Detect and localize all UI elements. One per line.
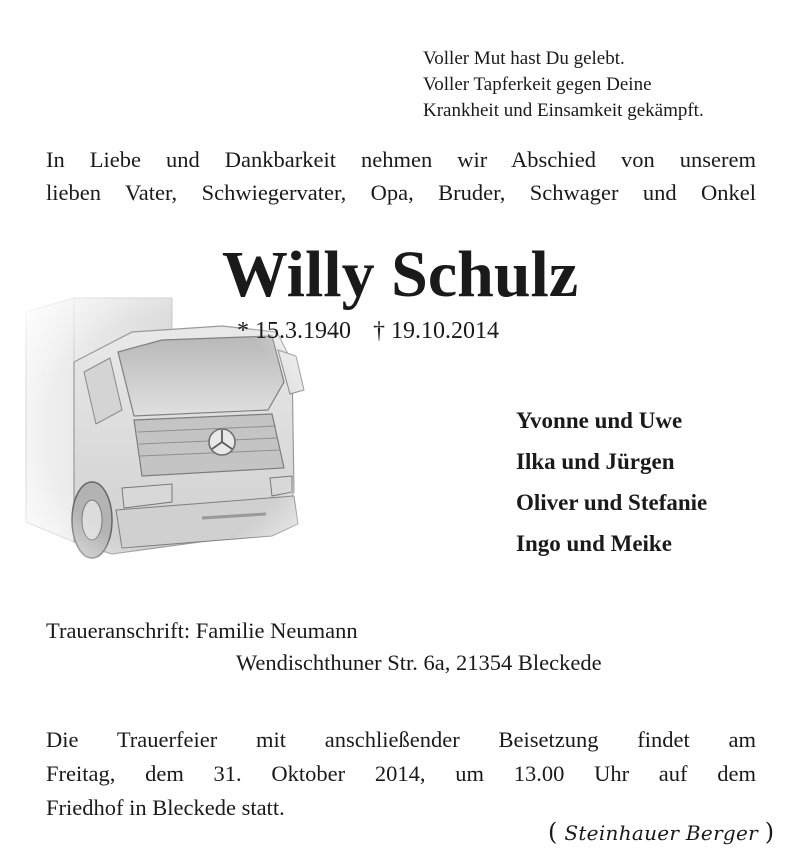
mourning-address-line: Traueranschrift: Familie Neumann <box>46 618 358 643</box>
mourner-line: Oliver und Stefanie <box>516 490 708 515</box>
funeral-line: Freitag, dem 31. Oktober 2014, um 13.00 Uhr auf dem <box>46 761 756 786</box>
undertaker-signature: ( Steinhauer Berger ) <box>548 818 775 846</box>
intro-line: lieben Vater, Schwiegervater, Opa, Bruder, Schwager und Onkel <box>46 180 756 205</box>
funeral-line: Friedhof in Bleckede statt. <box>46 795 285 820</box>
death-date: † 19.10.2014 <box>373 318 499 344</box>
birth-date: * 15.3.1940 <box>237 318 351 344</box>
deceased-name: Willy Schulz <box>221 238 579 311</box>
mourners-list <box>516 400 707 564</box>
mourner-line: Ilka und Jürgen <box>516 449 675 474</box>
memorial-quote <box>423 46 704 124</box>
quote-line: Voller Tapferkeit gegen Deine <box>423 74 652 95</box>
quote-line: Voller Mut hast Du gelebt. <box>423 48 625 69</box>
funeral-info <box>46 723 756 825</box>
funeral-line: Die Trauerfeier mit anschließender Beisetzung findet am <box>46 727 756 752</box>
undertaker-name: Steinhauer Berger <box>564 821 759 845</box>
life-dates <box>237 314 499 348</box>
mourner-line: Ingo und Meike <box>516 531 672 556</box>
mourner-line: Yvonne und Uwe <box>516 408 683 433</box>
intro-line: In Liebe und Dankbarkeit nehmen wir Abschied von unserem <box>46 147 756 172</box>
intro-text <box>46 143 756 209</box>
quote-line: Krankheit und Einsamkeit gekämpft. <box>423 100 704 121</box>
mourning-address-street: Wendischthuner Str. 6a, 21354 Bleckede <box>236 650 602 675</box>
